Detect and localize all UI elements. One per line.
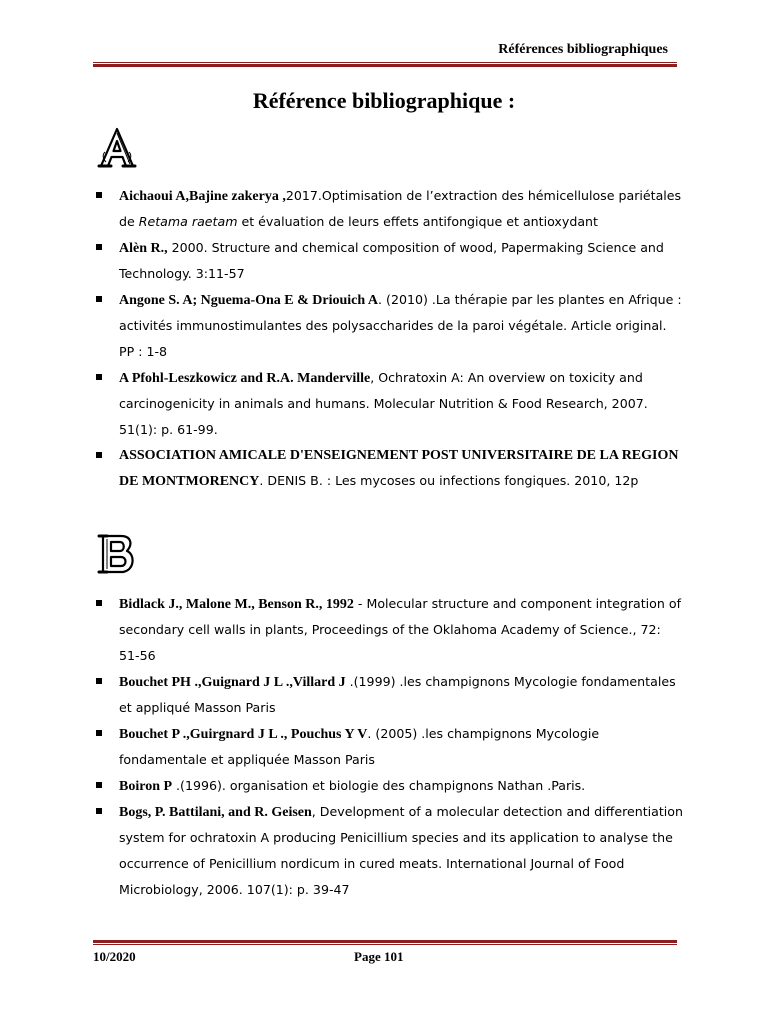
- reference-item: A Pfohl-Leszkowicz and R.A. Manderville, Ochratoxin A: An overview on toxicity and carcinogenicity in animals and humans. Molecular Nutrition & Food Research, 2007. 51(1): p. 61-99.: [93, 365, 683, 443]
- reference-item: Bidlack J., Malone M., Benson R., 1992 - Molecular structure and component integration of secondary cell walls in plants, Proceedings of the Oklahoma Academy of Science., 72: 51-56: [93, 591, 683, 669]
- reference-item: Bouchet P .,Guirgnard J L ., Pouchus Y V. (2005) .les champignons Mycologie fondamentale et appliquée Masson Paris: [93, 721, 683, 773]
- decorative-letter-a-icon: [93, 124, 141, 172]
- page-title: Référence bibliographique :: [252, 88, 516, 113]
- footer-date: 10/2020: [93, 949, 136, 964]
- decorative-letter-b-icon: [93, 530, 141, 578]
- reference-item: Bogs, P. Battilani, and R. Geisen, Development of a molecular detection and differentiation system for ochratoxin A producing Penicillium species and its application to analyse the occurrence of Penicillium nordicum in cured meats. International Journal of Food Microbiology, 2006. 107(1): p. 39-47: [93, 799, 683, 903]
- reference-item: Alèn R., 2000. Structure and chemical composition of wood, Papermaking Science and Technology. 3:11-57: [93, 235, 683, 287]
- reference-item: Bouchet PH .,Guignard J L .,Villard J .(1999) .les champignons Mycologie fondamentales et appliqué Masson Paris: [93, 669, 683, 721]
- references-list-a: [93, 183, 683, 494]
- footer-page-number: Page 101: [354, 949, 404, 964]
- references-list-b: [93, 591, 683, 903]
- reference-item: Aichaoui A,Bajine zakerya ,2017.Optimisation de l’extraction des hémicellulose pariétales de Retama raetam et évaluation de leurs effets antifongique et antioxydant: [93, 183, 683, 235]
- footer-rule: [93, 940, 677, 945]
- header-rule: [93, 62, 677, 67]
- reference-item: ASSOCIATION AMICALE D'ENSEIGNEMENT POST UNIVERSITAIRE DE LA REGION DE MONTMORENCY. DENIS B. : Les mycoses ou infections fongiques. 2010, 12p: [93, 443, 683, 494]
- running-header: Références bibliographiques: [498, 42, 668, 57]
- reference-item: Boiron P .(1996). organisation et biologie des champignons Nathan .Paris.: [93, 773, 683, 799]
- reference-item: Angone S. A; Nguema-Ona E & Driouich A. (2010) .La thérapie par les plantes en Afrique : activités immunostimulantes des polysaccharides de la paroi végétale. Article original. PP : 1-8: [93, 287, 683, 365]
